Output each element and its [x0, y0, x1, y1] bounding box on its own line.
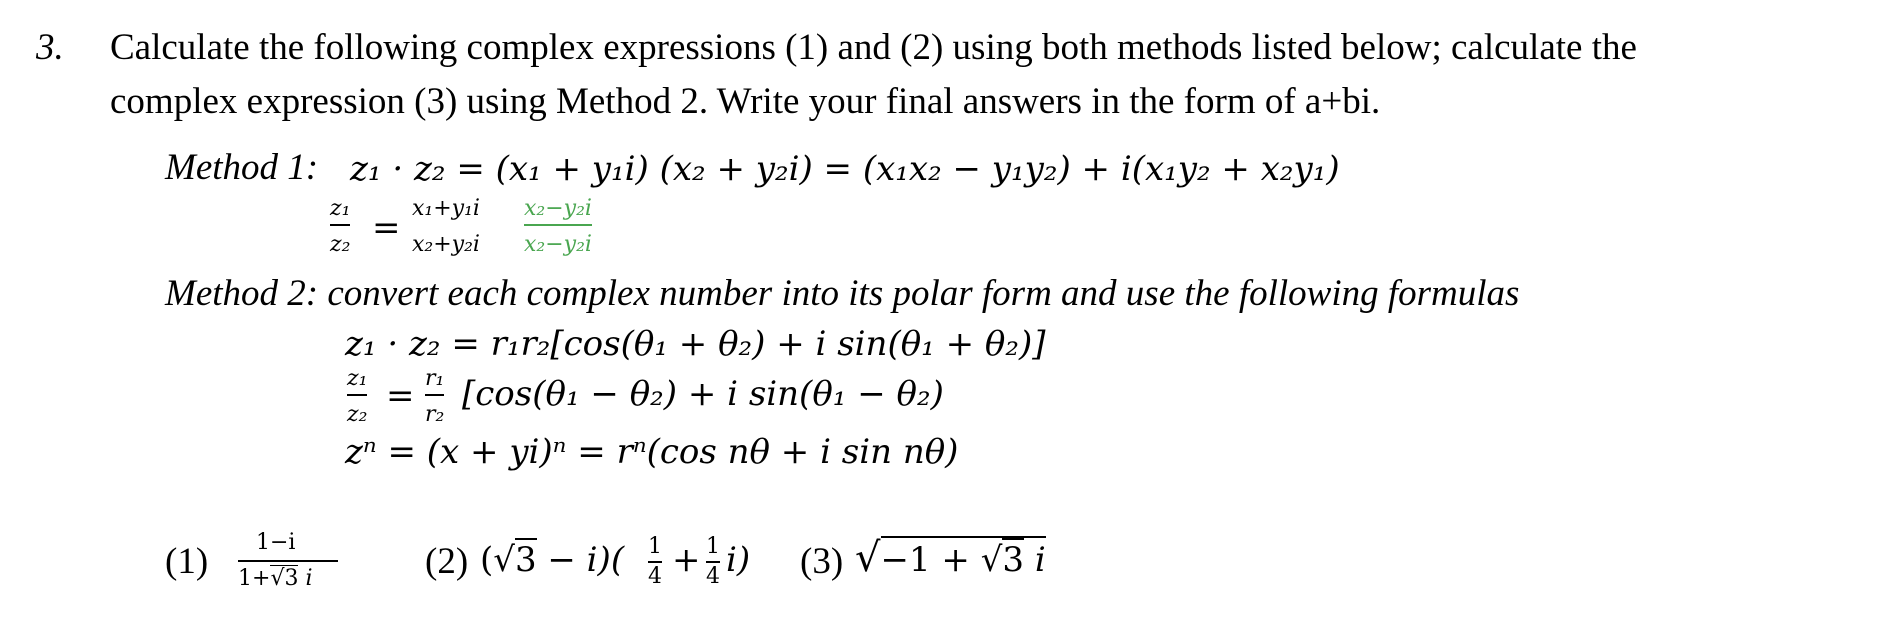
fraction-denominator: z₂: [330, 232, 351, 257]
method2-label: Method 2: convert each complex number into its polar form and use the following formulas: [165, 273, 1520, 314]
radicand-suffix: i: [1024, 540, 1046, 580]
fraction-bar: [238, 560, 338, 562]
method2-division-formula-rest: [cos(θ₁ − θ₂) + i sin(θ₁ − θ₂): [462, 374, 944, 414]
denominator-prefix: 1+: [238, 566, 271, 591]
fraction-numerator: 1−i: [256, 530, 296, 555]
radicand-prefix: −1 +: [880, 540, 981, 580]
fraction-bar: [648, 561, 662, 563]
radicand: 3: [514, 540, 537, 580]
fraction-bar: [524, 224, 592, 226]
sqrt-sign: √: [855, 535, 881, 581]
problem-line-1: Calculate the following complex expressions (1) and (2) using both methods listed below; calculate the: [110, 27, 1637, 68]
denominator-suffix: i: [305, 566, 313, 591]
inner-sqrt-sign: √: [980, 540, 1003, 580]
method1-conjugate-fraction: [524, 196, 592, 258]
radicand-group: [881, 536, 1046, 580]
method2-division-equals: =: [386, 376, 415, 416]
method1-division-lhs: [330, 196, 350, 258]
fraction-denominator: 4: [648, 564, 662, 589]
fraction-numerator: x₂−y₂i: [524, 196, 592, 221]
exercise-2-close: i): [726, 540, 751, 580]
sqrt-sign: √3: [270, 566, 299, 591]
exercise-2-fraction-1: [648, 534, 662, 590]
sqrt-sign: √: [493, 540, 515, 580]
fraction-bar: [330, 224, 350, 226]
fraction-numerator: z₁: [330, 196, 351, 221]
exercise-2-expression: [480, 538, 624, 582]
fraction-numerator: z₁: [347, 366, 368, 391]
method2-division-rhs: [425, 366, 444, 428]
method2-multiplication-formula: z₁ · z₂ = r₁r₂[cos(θ₁ + θ₂) + i sin(θ₁ + θ₂)]: [345, 324, 1046, 364]
fraction-denominator: [238, 566, 338, 592]
fraction-denominator: x₂−y₂i: [524, 232, 592, 257]
problem-number: 3.: [36, 27, 64, 68]
radicand: 3: [284, 566, 299, 591]
method1-multiplication-formula: z₁ · z₂ = (x₁ + y₁i) (x₂ + y₂i) = (x₁x₂ − y₁y₂) + i(x₁y₂ + x₂y₁): [350, 149, 1340, 189]
fraction-denominator: x₂+y₂i: [412, 232, 480, 257]
inner-radicand: 3: [1002, 540, 1025, 580]
expression-middle: − i)(: [536, 540, 625, 580]
exercise-1-expression: [238, 530, 338, 592]
method2-division-lhs: [347, 366, 367, 428]
fraction-numerator: x₁+y₁i: [412, 196, 480, 221]
fraction-bar: [347, 394, 367, 396]
exercise-3-expression: [855, 536, 1046, 582]
exercise-2-plus: +: [672, 540, 701, 580]
method1-label: Method 1:: [165, 147, 319, 188]
problem-line-2: complex expression (3) using Method 2. Write your final answers in the form of a+bi.: [110, 81, 1381, 122]
fraction-denominator: z₂: [347, 402, 368, 427]
method2-power-formula: zⁿ = (x + yi)ⁿ = rⁿ(cos nθ + i sin nθ): [345, 432, 959, 472]
exercise-1-label: (1): [165, 541, 209, 582]
fraction-numerator: r₁: [425, 366, 445, 391]
exercise-3-label: (3): [800, 541, 844, 582]
fraction-numerator: 1: [706, 534, 720, 559]
fraction-bar: [706, 561, 720, 563]
open-paren: (: [480, 540, 494, 580]
method1-division-equals: =: [372, 208, 401, 248]
exercise-2-label: (2): [425, 541, 469, 582]
fraction-denominator: 4: [706, 564, 720, 589]
exercise-2-fraction-2: [706, 534, 720, 590]
method1-division-fraction: [412, 196, 480, 258]
fraction-bar: [425, 394, 444, 396]
fraction-denominator: r₂: [425, 402, 445, 427]
fraction-numerator: 1: [648, 534, 662, 559]
